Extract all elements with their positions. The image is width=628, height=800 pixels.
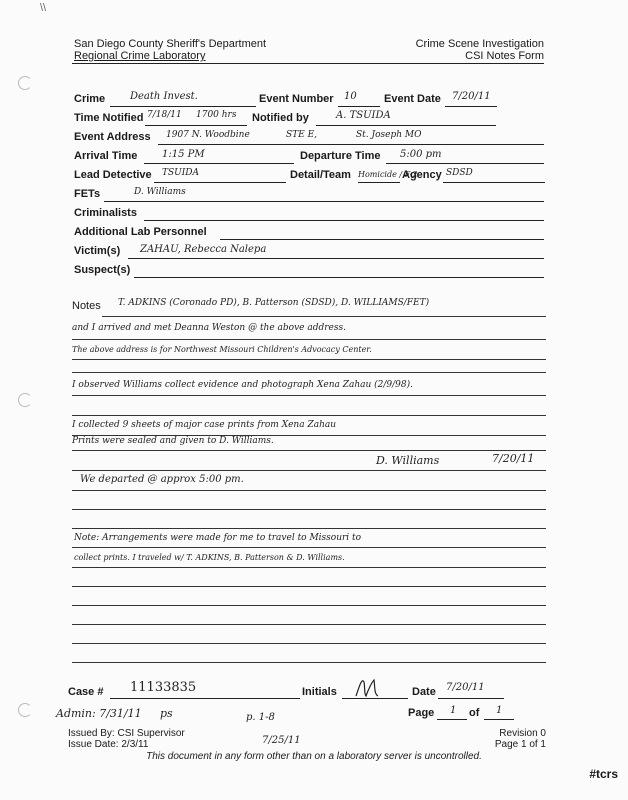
notes-line-9 bbox=[72, 470, 546, 471]
binder-hole-bottom bbox=[18, 703, 32, 717]
issue-date: Issue Date: 2/3/11 bbox=[68, 739, 149, 750]
notes-line-19 bbox=[72, 662, 546, 663]
date-value[interactable]: 7/20/11 bbox=[446, 682, 485, 693]
time-notified-time[interactable]: 1700 hrs bbox=[196, 110, 237, 120]
note-signature-date: 7/20/11 bbox=[492, 452, 535, 465]
lead-detective-value[interactable]: TSUIDA bbox=[162, 168, 200, 178]
issued-block bbox=[68, 728, 185, 750]
note-text-9: collect prints. I traveled w/ T. ADKINS, B. Patterson & D. Williams. bbox=[74, 553, 345, 562]
fets-line bbox=[104, 201, 544, 202]
notes-line-3 bbox=[72, 359, 546, 360]
address-city[interactable]: St. Joseph MO bbox=[356, 130, 422, 140]
hashtag-watermark: #tcrs bbox=[589, 767, 618, 781]
case-label: Case # bbox=[68, 686, 104, 698]
suspects-line bbox=[134, 277, 544, 278]
event-address-label: Event Address bbox=[74, 131, 151, 143]
fets-value[interactable]: D. Williams bbox=[134, 187, 186, 197]
note-text-2: and I arrived and met Deanna Weston @ the above address. bbox=[72, 323, 346, 333]
case-value[interactable]: 11133835 bbox=[130, 680, 197, 695]
revision-block bbox=[495, 728, 546, 750]
notes-line-16 bbox=[72, 605, 546, 606]
fets-label: FETs bbox=[74, 188, 101, 200]
admin-note: Admin: 7/31/11 bbox=[56, 707, 142, 720]
additional-lab-label: Additional Lab Personnel bbox=[74, 226, 207, 238]
issued-by: Issued By: CSI Supervisor bbox=[68, 728, 185, 739]
lead-detective-line bbox=[154, 182, 286, 183]
time-notified-line bbox=[145, 125, 247, 126]
notified-by-line bbox=[316, 125, 496, 126]
note-text-4: I observed Williams collect evidence and photograph Xena Zahau (2/9/98). bbox=[72, 380, 414, 390]
header-org: San Diego County Sheriff's Department bbox=[74, 38, 267, 50]
arrival-time-line bbox=[144, 163, 294, 164]
date-label: Date bbox=[412, 686, 436, 698]
review-note: p. 1-8 bbox=[246, 712, 275, 723]
header-form: CSI Notes Form bbox=[465, 50, 544, 62]
header-left bbox=[74, 38, 266, 62]
notes-line-2 bbox=[72, 339, 546, 340]
detail-team-label: Detail/Team bbox=[290, 169, 351, 181]
detail-team-line bbox=[358, 182, 400, 183]
criminalists-line bbox=[144, 220, 544, 221]
binder-hole-top bbox=[18, 76, 32, 90]
victims-line bbox=[128, 258, 544, 259]
notes-line-5 bbox=[72, 395, 546, 396]
agency-value[interactable]: SDSD bbox=[446, 168, 473, 178]
notes-line-12 bbox=[72, 528, 546, 529]
crime-line bbox=[110, 106, 256, 107]
page-label: Page bbox=[408, 707, 435, 719]
notes-line-13 bbox=[72, 547, 546, 548]
initials-signature bbox=[352, 676, 386, 700]
note-text-5: I collected 9 sheets of major case prints from Xena Zahau bbox=[72, 420, 337, 430]
event-date-line bbox=[445, 106, 497, 107]
agency-label: Agency bbox=[402, 169, 442, 181]
notes-line-1 bbox=[102, 316, 546, 317]
agency-line bbox=[443, 182, 545, 183]
notes-label: Notes bbox=[72, 300, 101, 312]
review-date: 7/25/11 bbox=[262, 735, 301, 746]
address-suite[interactable]: STE E, bbox=[286, 130, 318, 140]
disclaimer: This document in any form other than on a laboratory server is uncontrolled. bbox=[146, 751, 482, 762]
notes-line-14 bbox=[72, 567, 546, 568]
page-total-line bbox=[484, 719, 514, 720]
departure-time-value[interactable]: 5:00 pm bbox=[400, 149, 442, 160]
event-number-line bbox=[338, 106, 380, 107]
additional-lab-line bbox=[220, 239, 544, 240]
time-notified-date[interactable]: 7/18/11 bbox=[147, 110, 182, 120]
victims-label: Victim(s) bbox=[74, 245, 121, 257]
note-text-6: Prints were sealed and given to D. Williams. bbox=[72, 436, 274, 446]
notes-line-18 bbox=[72, 643, 546, 644]
address-street[interactable]: 1907 N. Woodbine bbox=[166, 130, 250, 140]
time-notified-label: Time Notified bbox=[74, 112, 144, 124]
header-lab: Regional Crime Laboratory bbox=[74, 50, 206, 62]
event-address-line bbox=[158, 144, 544, 145]
header-unit: Crime Scene Investigation bbox=[415, 38, 544, 50]
page-num-line bbox=[437, 719, 467, 720]
admin-initials: ps bbox=[160, 707, 173, 720]
page-total-value[interactable]: 1 bbox=[496, 705, 503, 716]
event-number-value[interactable]: 10 bbox=[344, 91, 357, 102]
detail-team-value[interactable]: Homicide / F-2 bbox=[358, 170, 418, 179]
header-right bbox=[416, 38, 544, 62]
departure-time-line bbox=[386, 163, 544, 164]
page-num-value[interactable]: 1 bbox=[450, 705, 457, 716]
notified-by-label: Notified by bbox=[252, 112, 309, 124]
event-number-label: Event Number bbox=[259, 93, 334, 105]
header-rule bbox=[72, 63, 544, 64]
notes-line-15 bbox=[72, 586, 546, 587]
notes-line-10 bbox=[72, 490, 546, 491]
departure-time-label: Departure Time bbox=[300, 150, 381, 162]
notes-line-6 bbox=[72, 415, 546, 416]
event-date-label: Event Date bbox=[384, 93, 441, 105]
note-text-3: The above address is for Northwest Missouri Children's Advocacy Center. bbox=[72, 345, 372, 354]
event-date-value[interactable]: 7/20/11 bbox=[452, 91, 491, 102]
notes-line-4 bbox=[72, 372, 546, 373]
criminalists-label: Criminalists bbox=[74, 207, 137, 219]
of-label: of bbox=[469, 707, 480, 719]
revision: Revision 0 bbox=[499, 728, 546, 739]
note-text-7: We departed @ approx 5:00 pm. bbox=[80, 474, 244, 485]
note-signature: D. Williams bbox=[376, 454, 440, 467]
initials-label: Initials bbox=[302, 686, 337, 698]
crime-value[interactable]: Death Invest. bbox=[130, 91, 198, 102]
suspects-label: Suspect(s) bbox=[74, 264, 131, 276]
victims-value[interactable]: ZAHAU, Rebecca Nalepa bbox=[140, 244, 267, 255]
note-text-8: Note: Arrangements were made for me to travel to Missouri to bbox=[74, 533, 362, 543]
notes-line-8 bbox=[72, 450, 546, 451]
crime-label: Crime bbox=[74, 93, 106, 105]
arrival-time-value[interactable]: 1:15 PM bbox=[162, 149, 205, 160]
lead-detective-label: Lead Detective bbox=[74, 169, 152, 181]
note-text-1: T. ADKINS (Coronado PD), B. Patterson (SDSD), D. WILLIAMS/FET) bbox=[118, 298, 430, 308]
binder-hole-middle bbox=[18, 393, 32, 407]
corner-mark: \\ bbox=[40, 2, 47, 14]
page-of: Page 1 of 1 bbox=[494, 739, 546, 750]
notes-line-11 bbox=[72, 509, 546, 510]
arrival-time-label: Arrival Time bbox=[74, 150, 138, 162]
date-line bbox=[438, 698, 504, 699]
notes-line-17 bbox=[72, 624, 546, 625]
notified-by-value[interactable]: A. TSUIDA bbox=[336, 110, 391, 121]
case-line bbox=[110, 698, 300, 699]
